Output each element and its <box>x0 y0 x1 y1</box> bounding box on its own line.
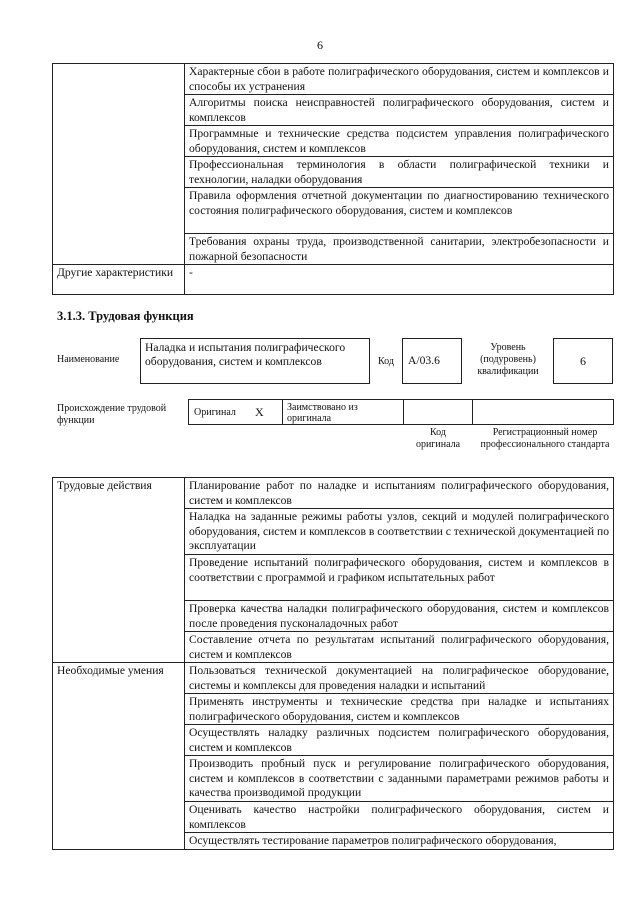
code-label: Код <box>378 356 394 367</box>
skills-label: Необходимые умения <box>53 663 185 850</box>
level-value-box <box>553 338 613 384</box>
code-original-caption: Код оригинала <box>415 427 461 450</box>
labor-action-item: Проверка качества наладки полиграфического оборудования, систем и комплексов после проведения пусконаладочных работ <box>185 601 614 632</box>
knowledge-item: Программные и технические средства подсистем управления полиграфического оборудования, систем и комплексов <box>185 126 614 157</box>
name-value-box <box>140 338 370 384</box>
name-label: Наименование <box>57 354 120 365</box>
labor-action-item: Составление отчета по результатам испытаний полиграфического оборудования, систем и комплексов <box>185 632 614 663</box>
borrowed-label: Заимствовано из оригинала <box>287 402 358 424</box>
skill-item: Пользоваться технической документацией на полиграфическое оборудование, системы и комплексы для проведения наладки и испытаний <box>185 663 614 694</box>
section-heading: 3.1.3. Трудовая функция <box>57 309 194 323</box>
function-code: А/03.6 <box>408 354 440 367</box>
original-mark: X <box>255 405 264 419</box>
function-table <box>52 477 614 850</box>
knowledge-label-cell <box>53 64 185 265</box>
reg-number-caption: Регистрационный номер профессионального стандарта <box>480 427 610 450</box>
other-characteristics-label: Другие характеристики <box>53 265 185 295</box>
knowledge-item: Требования охраны труда, производственной санитарии, электробезопасности и пожарной безопасности <box>185 234 614 265</box>
labor-action-item: Проведение испытаний полиграфического оборудования, систем и комплексов в соответствии с программой и графиком испытательных работ <box>185 555 614 601</box>
knowledge-table <box>52 63 614 295</box>
origin-label: Происхождение трудовой функции <box>57 403 167 426</box>
labor-action-item: Планирование работ по наладке и испытаниям полиграфического оборудования, систем и комплексов <box>185 478 614 509</box>
knowledge-item: Профессиональная терминология в области полиграфической техники и технологии, наладки оборудования <box>185 157 614 188</box>
other-characteristics-value: - <box>185 265 614 295</box>
skill-item: Осуществлять наладку различных подсистем полиграфического оборудования, систем и комплексов <box>185 725 614 756</box>
labor-actions-label: Трудовые действия <box>53 478 185 663</box>
skill-item: Осуществлять тестирование параметров полиграфического оборудования, <box>185 833 614 850</box>
qualification-level: 6 <box>580 354 586 368</box>
knowledge-item: Характерные сбои в работе полиграфического оборудования, систем и комплексов и способы их устранения <box>185 64 614 95</box>
function-name: Наладка и испытания полиграфического оборудования, систем и комплексов <box>145 341 346 368</box>
origin-row <box>188 399 614 425</box>
skill-item: Оценивать качество настройки полиграфического оборудования, систем и комплексов <box>185 802 614 833</box>
level-label: Уровень (подуровень) квалификации <box>477 342 539 377</box>
skill-item: Применять инструменты и технические средства при наладке и испытаниях полиграфического оборудования, систем и комплексов <box>185 694 614 725</box>
labor-action-item: Наладка на заданные режимы работы узлов, секций и модулей полиграфического оборудования, систем и комплексов в соответствии с технической документацией по эксплуатации <box>185 509 614 555</box>
page-number: 6 <box>317 38 323 52</box>
skill-item: Производить пробный пуск и регулирование полиграфического оборудования, систем и комплексов в соответствии с заданными параметрами режимов работы и качества производимой продукции <box>185 756 614 802</box>
code-value-box <box>402 338 462 384</box>
original-label: Оригинал <box>194 407 236 418</box>
knowledge-item: Алгоритмы поиска неисправностей полиграфического оборудования, систем и комплексов <box>185 95 614 126</box>
knowledge-item: Правила оформления отчетной документации по диагностированию технического состояния полиграфического оборудования, систем и комплексов <box>185 188 614 234</box>
